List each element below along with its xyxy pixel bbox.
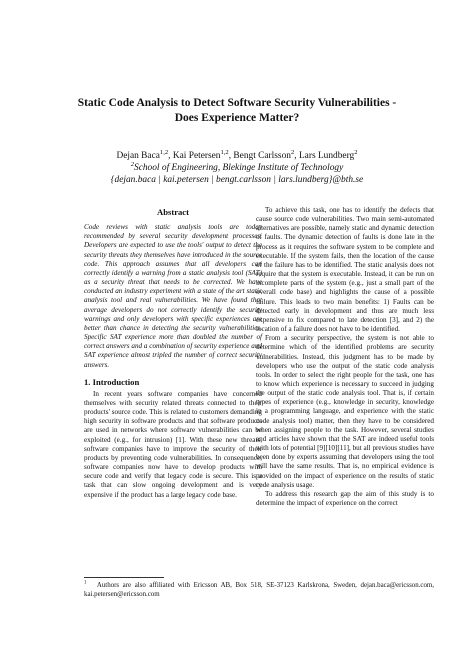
left-column	[84, 208, 262, 500]
title-line-1: Static Code Analysis to Detect Software Security Vulnerabilities -	[77, 97, 397, 109]
footnote-rule	[84, 577, 164, 578]
footnote: $^1$ Authors are also affiliated with Ericsson AB, Box 518, SE-37123 Karlskrona, Sweden, dejan.baca@ericsson.com, kai.petersen@ericsson.com	[84, 580, 434, 598]
introduction-heading: 1. Introduction	[84, 376, 140, 387]
title-line-2: Does Experience Matter?	[174, 112, 300, 124]
right-paragraph-1: To achieve this task, one has to identify the defects that cause source code vulnerabilities. Two main semi-automated alternatives are possible, namely static and dynamic detection of faults. The dynamic detection of faults is done late in the process as it requires the software system to be complete and executable. If the system fails, then the location of the cause of the failure has to be identified. The static analysis does not require that the system is executable. Instead, it can be run on incomplete parts of the system (e.g., just a small part of the overall code base) and highlights the cause of a possible failure. This leads to two main benefits: 1) Faults can be detected early in development and thus are much less expensive to fix compared to late detection [3], and 2) the location of a failure does not have to be identified.	[256, 206, 434, 334]
abstract-heading: Abstract	[157, 207, 189, 217]
right-paragraph-3: To address this research gap the aim of this study is to determine the impact of experience on the correct	[256, 489, 434, 507]
abstract-text: Code reviews with static analysis tools are today recommended by several security development processes. Developers are expected to use the tools' output to detect the security threats they themselves have introduced in the source code. This approach assumes that all developers can correctly identify a warning from a static analysis tool (SAT) as a security threat that needs to be corrected. We have conducted an industry experiment with a state of the art static analysis tool and real vulnerabilities. We have found that average developers do not correctly identify the security warnings and only developers with specific experiences are better than chance in detecting the security vulnerabilities. Specific SAT experience more than doubled the number of correct answers and a combination of security experience and SAT experience almost tripled the number of correct security answers.	[84, 223, 262, 369]
introduction-paragraph-1: In recent years software companies have concerned themselves with security related threats connected to their products' source code. This is related to customers demanding high security in software products and that software products are used in networks where software vulnerabilities can be exploited (e.g., for intrusion) [1]. With these new threats, software companies have to improve the security of their products by preventing code vulnerabilities. In consequence, software companies now have to develop products with secure code and verify that legacy code is secure. This is a task that can slow ongoing development and is very expensive if the product has a large legacy code base.	[84, 389, 262, 499]
right-paragraph-2: From a security perspective, the system is not able to determine which of the identified problems are security vulnerabilities. Instead, this judgment has to be made by developers who use the output of the static code analysis tools. In order to select the right people for the task, one has to know which experience is necessary to succeed in judging the output of the static code analysis tool. That is, if certain types of experience (e.g., knowledge in security, knowledge in a programming language, and experience with the static code analysis tool) matter, then they have to be considered when assigning people to the task. However, several studies and articles have shown that the SAT are indeed useful tools with lots of potential [9][10][11], but all previous studies have been done by experts assuming that developers using the tool will have the same results. That is, no empirical evidence is provided on the impact of experience on the results of static code analysis usage.	[256, 334, 434, 489]
author-names: Dejan Baca$^{1,2}$, Kai Petersen$^{1,2}$, Bengt Carlsson$^2$, Lars Lundberg$^2$	[116, 148, 358, 161]
author-affiliation: $^2$School of Engineering, Blekinge Institute of Technology	[130, 160, 344, 173]
author-emails: {dejan.baca | kai.petersen | bengt.carlsson | lars.lundberg}@bth.se	[110, 175, 364, 185]
author-block	[40, 150, 434, 186]
paper-title	[40, 96, 434, 126]
right-column	[256, 206, 434, 508]
